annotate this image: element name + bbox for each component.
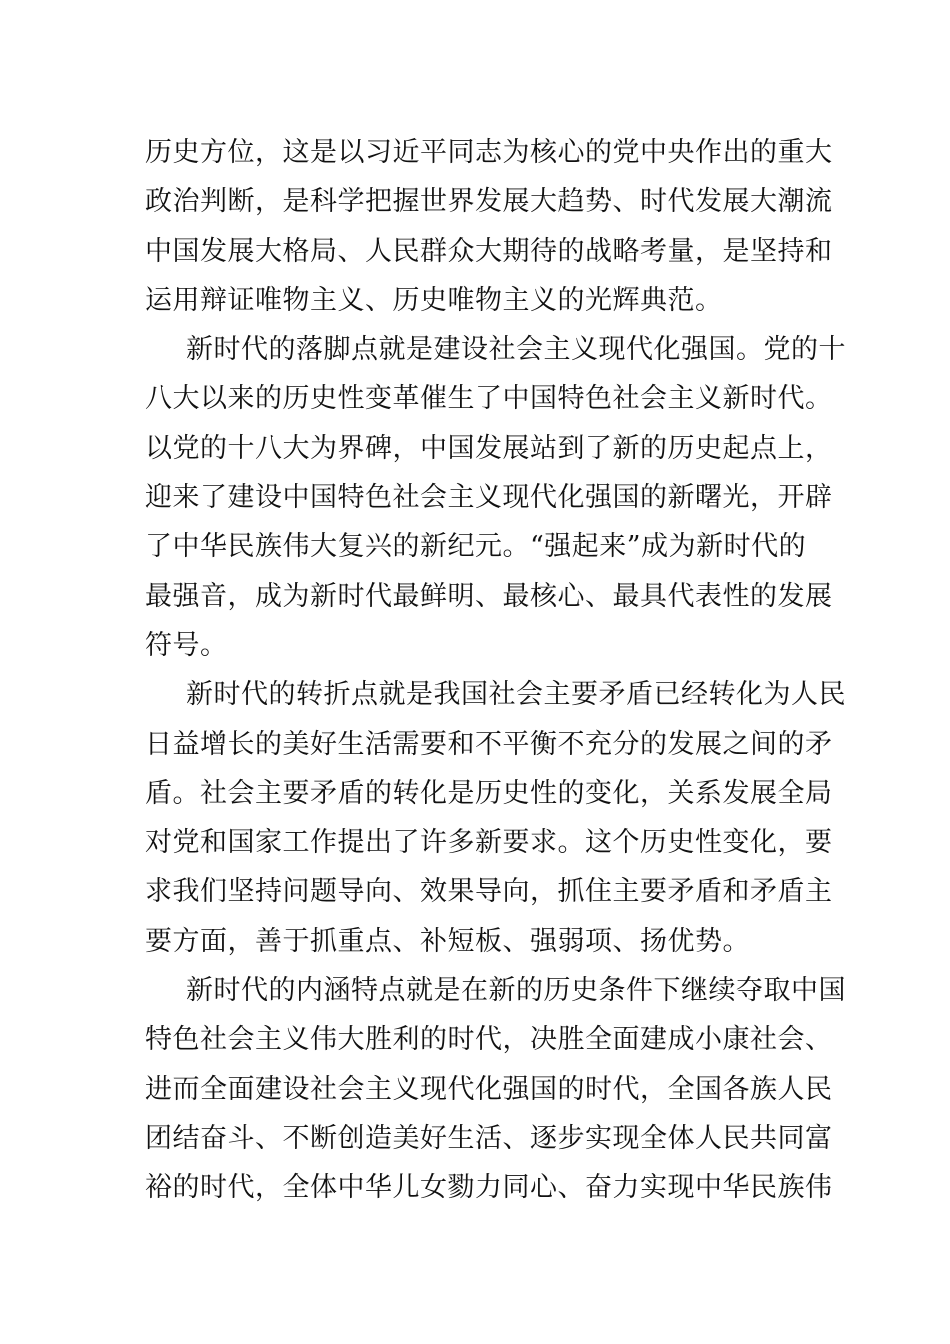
text-line: 日益增长的美好生活需要和不平衡不充分的发展之间的矛 [145, 728, 833, 760]
text-line: 八大以来的历史性变革催生了中国特色社会主义新时代。 [145, 383, 833, 415]
text-line: 历史方位，这是以习近平同志为核心的党中央作出的重大 [145, 137, 833, 168]
text-line: 中国发展大格局、人民群众大期待的战略考量，是坚持和 [145, 235, 833, 267]
text-line: 最强音，成为新时代最鲜明、最核心、最具代表性的发展 [145, 580, 833, 612]
text-line: 求我们坚持问题导向、效果导向，抓住主要矛盾和矛盾主 [145, 876, 833, 908]
text-line: 特色社会主义伟大胜利的时代，决胜全面建成小康社会、 [145, 1024, 833, 1056]
text-line: 符号。 [145, 629, 228, 661]
text-line: 裕的时代，全体中华儿女勠力同心、奋力实现中华民族伟 [145, 1172, 833, 1204]
text-line: 盾。社会主要矛盾的转化是历史性的变化，关系发展全局 [145, 777, 833, 809]
text-line: 进而全面建设社会主义现代化强国的时代，全国各族人民 [145, 1073, 833, 1105]
text-line: 要方面，善于抓重点、补短板、强弱项、扬优势。 [145, 925, 750, 957]
text-line: 以党的十八大为界碑，中国发展站到了新的历史起点上， [145, 432, 833, 464]
text-line: 迎来了建设中国特色社会主义现代化强国的新曙光，开辟 [145, 482, 833, 514]
text-line: 政治判断，是科学把握世界发展大趋势、时代发展大潮流 [145, 186, 833, 218]
paragraph-first-line: 新时代的内涵特点就是在新的历史条件下继续夺取中国 [186, 975, 846, 1007]
paragraph-first-line: 新时代的落脚点就是建设社会主义现代化强国。党的十 [186, 334, 846, 366]
text-line: 对党和国家工作提出了许多新要求。这个历史性变化，要 [145, 827, 833, 859]
text-line: 团结奋斗、不断创造美好生活、逐步实现全体人民共同富 [145, 1122, 833, 1154]
text-line: 了中华民族伟大复兴的新纪元。“强起来”成为新时代的 [145, 531, 807, 563]
body-text [145, 128, 846, 1213]
text-line: 运用辩证唯物主义、历史唯物主义的光辉典范。 [145, 284, 723, 316]
paragraph-first-line: 新时代的转折点就是我国社会主要矛盾已经转化为人民 [186, 679, 846, 711]
